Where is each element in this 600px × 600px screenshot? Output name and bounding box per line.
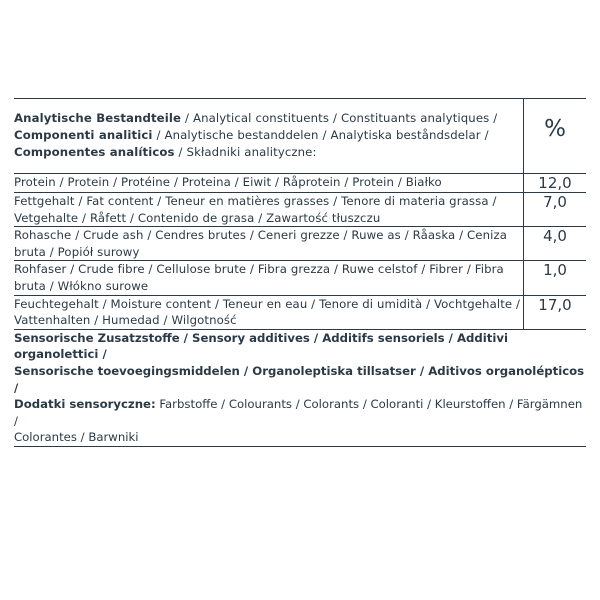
sensory-additives-line-3-rest: Farbstoffe / Colourants / Colorants / Coloranti / Kleurstoffen / Färgämnen / (14, 397, 583, 428)
row-value-crude-ash: 4,0 (524, 227, 587, 261)
table-row (14, 227, 586, 261)
header-text-rest-1: / Analytical constituents / Constituants analytiques / (181, 111, 498, 125)
sensory-additives-line-3 (14, 396, 586, 429)
table-row (14, 192, 586, 226)
sensory-additives-line-1: Sensorische Zusatzstoffe / Sensory additives / Additifs sensoriels / Additivi organolettici / (14, 330, 508, 362)
table-row (14, 261, 586, 295)
row-value-moisture: 17,0 (524, 295, 587, 329)
header-text-bold-1: Analytische Bestandteile (14, 111, 182, 125)
header-percent-symbol: % (524, 99, 587, 174)
table-row (14, 173, 586, 192)
table-row (14, 295, 586, 329)
nutrition-label (14, 98, 586, 447)
header-constituents-label (14, 99, 524, 174)
sensory-additives-block (14, 329, 586, 446)
row-value-fat: 7,0 (524, 192, 587, 226)
header-text-bold-2: Componenti analitici (14, 127, 153, 142)
analytical-constituents-table (14, 98, 586, 447)
row-label-crude-ash: Rohasche / Crude ash / Cendres brutes / Ceneri grezze / Ruwe as / Råaska / Ceniza bruta / Popiół surowy (14, 227, 524, 261)
row-label-crude-fibre: Rohfaser / Crude fibre / Cellulose brute / Fibra grezza / Ruwe celstof / Fibrer / Fibra bruta / Włókno surowe (14, 261, 524, 295)
footer-row (14, 329, 586, 446)
sensory-additives-line-3-bold: Dodatki sensoryczne: (14, 397, 156, 412)
row-value-crude-fibre: 1,0 (524, 261, 587, 295)
sensory-additives-line-2: Sensorische toevoegingsmiddelen / Organoleptiska tillsatser / Aditivos organolépticos / (14, 364, 585, 395)
row-label-moisture: Feuchtegehalt / Moisture content / Teneur en eau / Tenore di umidità / Vochtgehalte / Vattenhalten / Humedad / Wilgotność (14, 295, 524, 329)
row-label-protein: Protein / Protein / Protéine / Proteina / Eiwit / Råprotein / Protein / Białko (14, 173, 524, 192)
sensory-additives-line-4: Colorantes / Barwniki (14, 430, 139, 445)
header-text-bold-3: Componentes analíticos (14, 144, 175, 159)
header-text-rest-2: / Analytische bestanddelen / Analytiska beståndsdelar / (152, 127, 489, 142)
header-text-rest-3: / Składniki analityczne: (174, 144, 317, 159)
row-label-fat: Fettgehalt / Fat content / Teneur en matières grasses / Tenore di materia grassa / Vetgehalte / Råfett / Contenido de grasa / Zawartość tłuszczu (14, 192, 524, 226)
table-header-row (14, 99, 586, 174)
row-value-protein: 12,0 (524, 173, 587, 192)
